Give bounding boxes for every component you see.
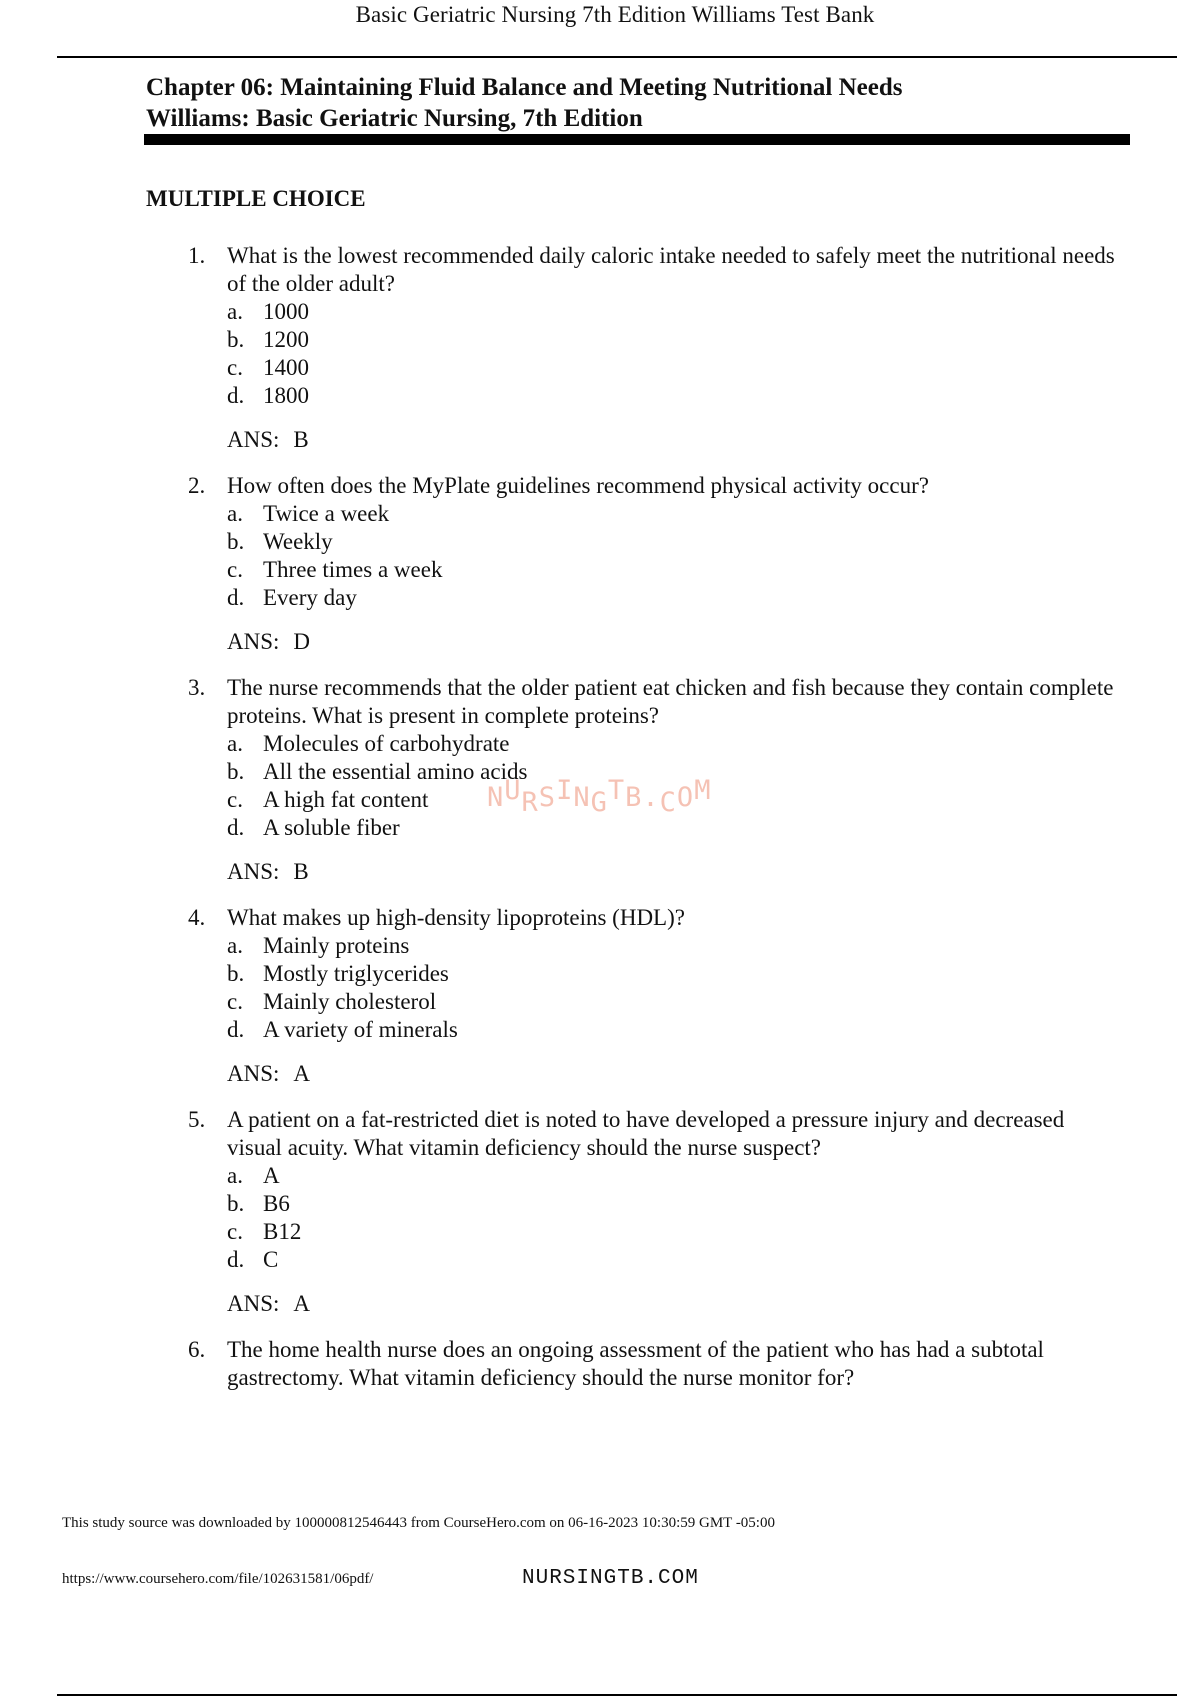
watermark-char: B — [625, 782, 643, 813]
answer-option — [227, 354, 1200, 382]
watermark-char: N — [487, 782, 505, 813]
watermark-char: S — [538, 782, 557, 813]
option-text: Twice a week — [263, 501, 390, 526]
answer-key — [227, 1060, 1200, 1088]
question-number: 5. — [188, 1107, 206, 1132]
watermark-char: U — [504, 775, 522, 806]
option-text: A soluble fiber — [263, 815, 400, 840]
answer-option — [227, 786, 1200, 814]
question-item — [0, 472, 1200, 656]
watermark-char: C — [659, 787, 677, 818]
option-letter: a. — [227, 501, 243, 526]
option-letter: c. — [227, 557, 243, 582]
watermark — [487, 775, 712, 818]
answer-value: B — [293, 859, 309, 884]
answer-option — [227, 556, 1200, 584]
answer-option — [227, 1162, 1200, 1190]
watermark-char: T — [607, 775, 626, 806]
answer-label: ANS: — [227, 859, 280, 884]
option-letter: c. — [227, 355, 243, 380]
option-letter: b. — [227, 327, 245, 352]
answer-options — [227, 932, 1200, 1044]
option-text: 1400 — [263, 355, 309, 380]
answer-options — [227, 298, 1200, 410]
answer-value: A — [293, 1061, 311, 1086]
question-number: 3. — [188, 675, 206, 700]
option-text: C — [263, 1247, 279, 1272]
option-letter: a. — [227, 933, 243, 958]
watermark-char: N — [573, 782, 591, 813]
chapter-title — [146, 72, 903, 134]
option-text: A — [263, 1163, 280, 1188]
option-letter: b. — [227, 529, 245, 554]
answer-value: B — [293, 427, 309, 452]
answer-label: ANS: — [227, 629, 280, 654]
answer-option — [227, 730, 1200, 758]
watermark-char: I — [556, 775, 574, 806]
option-text: A high fat content — [263, 787, 429, 812]
question-stem: What makes up high-density lipoproteins (HDL)? — [227, 905, 685, 930]
option-letter: c. — [227, 787, 243, 812]
question-number: 2. — [188, 473, 206, 498]
question-list — [0, 242, 1200, 1410]
watermark-char: . — [642, 782, 660, 813]
option-letter: d. — [227, 1017, 245, 1042]
answer-option — [227, 1016, 1200, 1044]
question-stem: The nurse recommends that the older patient eat chicken and fish because they contain complete proteins. What is present in complete proteins? — [227, 675, 1114, 728]
option-letter: a. — [227, 1163, 243, 1188]
answer-option — [227, 382, 1200, 410]
answer-options — [227, 500, 1200, 612]
book-title-line: Williams: Basic Geriatric Nursing, 7th Edition — [146, 105, 643, 132]
answer-key — [227, 628, 1200, 656]
option-text: 1000 — [263, 299, 309, 324]
answer-option — [227, 528, 1200, 556]
answer-option — [227, 932, 1200, 960]
option-text: Mostly triglycerides — [263, 961, 449, 986]
option-letter: b. — [227, 961, 245, 986]
answer-option — [227, 1246, 1200, 1274]
answer-option — [227, 960, 1200, 988]
option-letter: c. — [227, 989, 243, 1014]
watermark-char: O — [676, 782, 695, 813]
watermark-char: G — [590, 787, 608, 818]
section-heading: MULTIPLE CHOICE — [146, 186, 366, 211]
answer-option — [227, 584, 1200, 612]
option-text: Mainly cholesterol — [263, 989, 437, 1014]
answer-options — [227, 730, 1200, 842]
question-item — [0, 1336, 1200, 1392]
question-number: 4. — [188, 905, 206, 930]
option-letter: d. — [227, 1247, 245, 1272]
option-text: Three times a week — [263, 557, 443, 582]
watermark-char: M — [694, 775, 712, 806]
option-letter: d. — [227, 585, 245, 610]
header-divider — [57, 56, 1177, 58]
question-stem: A patient on a fat-restricted diet is noted to have developed a pressure injury and decreased visual acuity. What vitamin deficiency should the nurse suspect? — [227, 1107, 1065, 1160]
answer-label: ANS: — [227, 1291, 280, 1316]
option-text: 1200 — [263, 327, 309, 352]
footer-source-note: This study source was downloaded by 100000812546443 from CourseHero.com on 06-16-2023 10:30:59 GMT -05:00 — [62, 1515, 775, 1531]
answer-option — [227, 758, 1200, 786]
answer-key — [227, 426, 1200, 454]
option-text: Every day — [263, 585, 357, 610]
option-text: All the essential amino acids — [263, 759, 528, 784]
watermark-char: R — [521, 787, 539, 818]
answer-label: ANS: — [227, 427, 280, 452]
answer-option — [227, 298, 1200, 326]
question-item — [0, 904, 1200, 1088]
question-item — [0, 1106, 1200, 1318]
option-text: 1800 — [263, 383, 309, 408]
bottom-divider — [57, 1694, 1177, 1696]
option-text: Weekly — [263, 529, 333, 554]
answer-option — [227, 500, 1200, 528]
option-text: Molecules of carbohydrate — [263, 731, 510, 756]
footer-url[interactable]: https://www.coursehero.com/file/102631581/06pdf/ — [62, 1571, 374, 1587]
question-number: 6. — [188, 1337, 206, 1362]
chapter-title-line: Chapter 06: Maintaining Fluid Balance and Meeting Nutritional Needs — [146, 74, 903, 101]
answer-value: A — [293, 1291, 311, 1316]
option-letter: d. — [227, 815, 245, 840]
option-letter: c. — [227, 1219, 243, 1244]
answer-key — [227, 858, 1200, 886]
option-letter: a. — [227, 299, 243, 324]
option-letter: b. — [227, 1191, 245, 1216]
option-text: B6 — [263, 1191, 290, 1216]
question-stem: What is the lowest recommended daily caloric intake needed to safely meet the nutritional needs of the older adult? — [227, 243, 1115, 296]
answer-option — [227, 326, 1200, 354]
option-text: B12 — [263, 1219, 302, 1244]
answer-option — [227, 1218, 1200, 1246]
question-stem: How often does the MyPlate guidelines recommend physical activity occur? — [227, 473, 929, 498]
answer-option — [227, 988, 1200, 1016]
option-text: Mainly proteins — [263, 933, 410, 958]
option-letter: d. — [227, 383, 245, 408]
answer-option — [227, 814, 1200, 842]
option-letter: a. — [227, 731, 243, 756]
answer-option — [227, 1190, 1200, 1218]
answer-label: ANS: — [227, 1061, 280, 1086]
title-underline-bar — [144, 134, 1130, 145]
option-letter: b. — [227, 759, 245, 784]
question-item — [0, 242, 1200, 454]
question-stem: The home health nurse does an ongoing assessment of the patient who has had a subtotal gastrectomy. What vitamin deficiency should the nurse monitor for? — [227, 1337, 1044, 1390]
option-text: A variety of minerals — [263, 1017, 458, 1042]
running-header: Basic Geriatric Nursing 7th Edition Williams Test Bank — [355, 2, 875, 27]
question-number: 1. — [188, 243, 206, 268]
question-item — [0, 674, 1200, 886]
answer-value: D — [293, 629, 311, 654]
answer-key — [227, 1290, 1200, 1318]
footer-brand: NURSINGTB.COM — [522, 1567, 699, 1590]
answer-options — [227, 1162, 1200, 1274]
